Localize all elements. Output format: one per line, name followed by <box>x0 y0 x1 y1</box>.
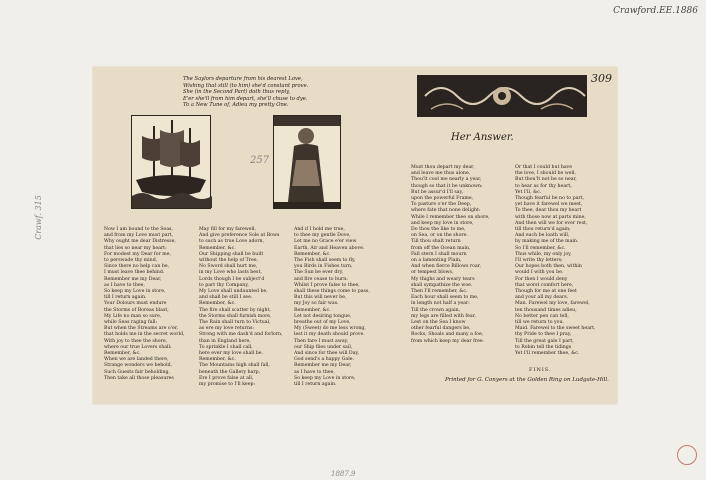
verse-line: Lords though I be subject'd <box>199 276 265 282</box>
verse-line: But this will never be, <box>294 295 347 301</box>
verse-line: The Sun be ever dry, <box>294 270 344 276</box>
verse-line: My (Sweet) do me less wrong, <box>294 326 366 332</box>
verse-line: on a lamenting Plain, <box>411 258 462 264</box>
verse-line: My thighs and weary tears <box>411 276 475 282</box>
verse-line: my legs are filled with fear, <box>411 313 476 319</box>
finis: FINIS. <box>529 367 552 373</box>
verse-line: to part thy Company, <box>199 282 249 288</box>
verse-line: To sprinkle I shall call, <box>199 344 253 350</box>
verse-line: Strange wonders we behold, <box>104 363 173 369</box>
verse-line: Our hopes both then, within <box>515 264 582 270</box>
verse-line: upon the powerful Frame, <box>411 196 474 202</box>
verse-line: Remember, &c. <box>294 307 331 313</box>
verse-line: though so that it be unknown: <box>411 183 483 189</box>
verse-line: beneath the Gallery harp, <box>199 369 261 375</box>
verse-line: Yet I'll, &c. <box>515 189 542 195</box>
verse-line: Till thou shalt return <box>411 239 461 245</box>
lady-woodcut <box>273 115 341 209</box>
verse-line: Though fearful be no to part, <box>515 196 584 202</box>
verse-line: The Rain shall turn to Victual, <box>199 320 271 326</box>
verse-line: the Storms of Boreas blast, <box>104 307 169 313</box>
verse-line: With joy to thee the shore, <box>104 338 168 344</box>
verse-line: where our true Lovers shall: <box>104 344 172 350</box>
verse-line: till thou return'd again; <box>515 227 571 233</box>
verse-line: till I return again. <box>104 295 147 301</box>
verse-line: Your Dolours must endure <box>104 301 167 307</box>
verse-line: to hear as for thy heart, <box>515 183 572 189</box>
ship-woodcut <box>131 115 211 209</box>
verse-line: in length not half a year: <box>411 301 470 307</box>
verse-line: Maid. Farewel to the sweet heart, <box>515 326 596 332</box>
verse-column-2 <box>199 227 283 388</box>
verse-line: Remember me my Dear, <box>104 276 162 282</box>
verse-line: till I return again. <box>294 382 337 388</box>
verse-line: with those now at parts mine, <box>515 214 586 220</box>
verse-line: on Sea, or on the shore. <box>411 233 468 239</box>
verse-line: So keep my Love in store, <box>294 375 356 381</box>
verse-line: that lies so near my heart: <box>104 245 167 251</box>
verse-line: Remember, &c. <box>199 357 236 363</box>
verse-line: Lest on the Sea I know <box>411 320 466 326</box>
verse-line: But be assur'd I'll say, <box>411 189 464 195</box>
verse-line: my Joy so fair was. <box>294 301 339 307</box>
verse-line: while Seas raging fall: <box>104 320 158 326</box>
verse-line: Thus while, my only joy, <box>515 251 572 257</box>
verse-line: to such as true Love adorn, <box>199 239 265 245</box>
verse-line: Remember, &c. <box>199 245 236 251</box>
verse-line: as I have to thee, <box>104 282 145 288</box>
pencil-mark-center: 257 <box>250 155 270 166</box>
verse-line: To pasture o'er the Deep, <box>411 202 472 208</box>
verse-line: But when the Streams are o'er, <box>104 326 178 332</box>
pencil-mark-bottom: 1887.9 <box>331 470 356 478</box>
verse-column-1 <box>104 227 185 382</box>
verse-line: thy Pride to thee I pray, <box>515 332 572 338</box>
headnote-line: E'er she'll from him depart, she'll chuse to dye. <box>183 95 308 102</box>
verse-line: and leave me thus alone, <box>411 171 471 177</box>
catalog-note: Crawford.EE.1886 <box>613 6 698 16</box>
verse-line: God send's a happy Gale. <box>294 357 354 363</box>
verse-column-4 <box>411 165 509 345</box>
verse-line: that holds me in the secret world, <box>104 332 185 338</box>
verse-line: shall sympathize the woe. <box>411 282 473 288</box>
verse-line: And then will we for ever rest, <box>515 220 588 226</box>
verse-line: Let not desiring tongue, <box>294 313 352 319</box>
verse-line: No Sword shall hurt me, <box>199 264 258 270</box>
verse-line: Rocks, Shoals and many a foe, <box>411 332 484 338</box>
verse-line: To thee, dear thou my heart <box>515 208 582 214</box>
verse-line: Whilst I prove false to thee, <box>294 282 360 288</box>
verse-line: Remember, &c. <box>104 351 141 357</box>
verse-line: Now I am bound to the Seas, <box>104 227 173 232</box>
verse-line: Let me no Grace e'er view <box>294 239 357 245</box>
verse-line: Then take all those pleasures <box>104 375 174 381</box>
verse-line: other fearful dangers be, <box>411 326 471 332</box>
verse-line: Each hour shall seem to me, <box>411 295 479 301</box>
verse-line: Remember, &c. <box>199 301 236 307</box>
verse-line: And since for thee will Day, <box>294 351 360 357</box>
verse-line: the love, I should be well, <box>515 171 577 177</box>
verse-line: I'll write thy letters; <box>515 258 563 264</box>
broadside-sheet <box>93 67 617 404</box>
verse-line: lest it my death should prove. <box>294 332 365 338</box>
verse-line: And if I hold me true, <box>294 227 345 232</box>
headnote <box>183 76 308 109</box>
headnote-line: Wishing that still (to him) she'd constant prove. <box>183 82 309 89</box>
verse-line: Since there no help can be, <box>104 264 170 270</box>
verse-line: Fall stern I shall mourn <box>411 251 467 257</box>
verse-line: than in England here, <box>199 338 251 344</box>
pencil-mark-left: Crawf. 315 <box>33 195 43 240</box>
verse-line: So keep my Love in store, <box>104 289 166 295</box>
verse-column-3 <box>294 227 372 388</box>
verse-line: that worst comfort here, <box>515 282 574 288</box>
verse-line: Ere I prove false at all, <box>199 375 254 381</box>
verse-line: shall these things come to pass, <box>294 289 370 295</box>
verse-line: Though for me at one feet <box>515 289 577 295</box>
verse-line: and from my Love must part, <box>104 233 174 239</box>
verse-line: without the help of Tree, <box>199 258 259 264</box>
answer-title: Her Answer. <box>451 132 514 143</box>
verse-line: the Storms shall furnish more, <box>199 313 272 319</box>
verse-line: Why ought me dear Distresse, <box>104 239 176 245</box>
verse-line: Till the crown again, <box>411 307 461 313</box>
verse-line: Then fare I must away, <box>294 338 349 344</box>
verse-line: as I have to thee, <box>294 369 335 375</box>
verse-line: While I remember thee on shore, <box>411 214 490 220</box>
verse-line: Must thou depart my dear, <box>411 165 475 170</box>
verse-line: from off the Ocean main, <box>411 245 471 251</box>
verse-line: And when fierce Billows roar, <box>411 264 481 270</box>
verse-line: and keep my love in store, <box>411 220 474 226</box>
verse-line: The fire shall scatter by night, <box>199 307 271 313</box>
verse-line: Yet I'll remember thee, &c. <box>515 351 580 357</box>
verse-line: breathe out of my Love, <box>294 320 351 326</box>
verse-line: For then I would deny <box>515 276 568 282</box>
verse-line: by making me of the main. <box>515 239 579 245</box>
verse-line: Strong with me dash'd and forlorn, <box>199 332 283 338</box>
verse-line: would I with you be. <box>515 270 564 276</box>
verse-line: The Fish shall seem to fly, <box>294 258 356 264</box>
headnote-line: The Saylors departure from his dearest Love, <box>183 76 303 82</box>
verse-line: you Birds in Fishes turn, <box>294 264 353 270</box>
verse-line: Till the great gale I part, <box>515 338 574 344</box>
verse-line: and shall be still I see. <box>199 295 253 301</box>
verse-line: my promise to I'll keep: <box>199 382 256 388</box>
verse-line: No better pen can tell, <box>515 313 569 319</box>
verse-line: Remember, &c. <box>294 251 331 257</box>
verse-line: in my Love who lasts best, <box>199 270 262 276</box>
verse-line: Then I'll remember, &c. <box>411 289 468 295</box>
verse-line: For modest my Dear for me, <box>104 251 172 257</box>
verse-line: And each be loath will, <box>515 233 570 239</box>
verse-line: our Ship flies under sail, <box>294 344 353 350</box>
verse-line: My Love shall undaunted be, <box>199 289 268 295</box>
verse-line: Man. Farewel my love, farewel, <box>515 301 590 307</box>
verse-line: to thee my gentle Dove, <box>294 233 351 239</box>
verse-line: Our Shipping shall be built <box>199 251 264 257</box>
verse-column-5 <box>515 165 615 357</box>
verse-line: Such Guests fair beholding, <box>104 369 170 375</box>
verse-line: My Life no man so sure, <box>104 313 162 319</box>
sheet-number: 309 <box>591 72 612 85</box>
verse-line: and your all my dears. <box>515 295 569 301</box>
verse-line: When we are landed there, <box>104 357 169 363</box>
headnote-line: To a New Tune of, Adieu my pretty One. <box>183 102 289 109</box>
ornament-woodcut <box>417 75 587 117</box>
verse-line: And give preference Sole at Bows <box>199 233 280 239</box>
verse-line: to perswade thy mind, <box>104 258 158 264</box>
verse-line: to Robin tell the tidings <box>515 344 572 350</box>
verse-line: here ever my love shall be. <box>199 351 264 357</box>
library-stamp <box>677 445 697 465</box>
verse-line: till we return to you. <box>515 320 564 326</box>
verse-line: yet have it farewel we meet, <box>515 202 583 208</box>
verse-line: The Mountains high shall fall, <box>199 363 270 369</box>
verse-line: But thou'lt not be so near, <box>515 177 577 183</box>
verse-line: Or that I could but have <box>515 165 573 170</box>
verse-line: from which keep my dear free. <box>411 338 485 344</box>
verse-line: and fire cease to burn: <box>294 276 348 282</box>
verse-line: where fate that none delight: <box>411 208 481 214</box>
verse-line: ten thousand times adieu, <box>515 307 577 313</box>
verse-line: as ere my love returns: <box>199 326 254 332</box>
verse-line: May fill for my farewell, <box>199 227 257 232</box>
verse-line: So I'll remember, &c. <box>515 245 566 251</box>
verse-line: or tempest blows, <box>411 270 454 276</box>
verse-line: Do thou the like to me, <box>411 227 466 233</box>
verse-line: Earth, Air and Heaven above. <box>294 245 365 251</box>
verse-line: I must leave thee behind. <box>104 270 165 276</box>
verse-line: Thou'lt cool me nearly a year, <box>411 177 482 183</box>
imprint: Printed for G. Conyers at the Golden Ring on Ludgate-Hill. <box>445 377 609 383</box>
verse-line: Remember me my Dear, <box>294 363 352 369</box>
headnote-line: She (in the Second Part) doth thus reply, <box>183 89 290 96</box>
